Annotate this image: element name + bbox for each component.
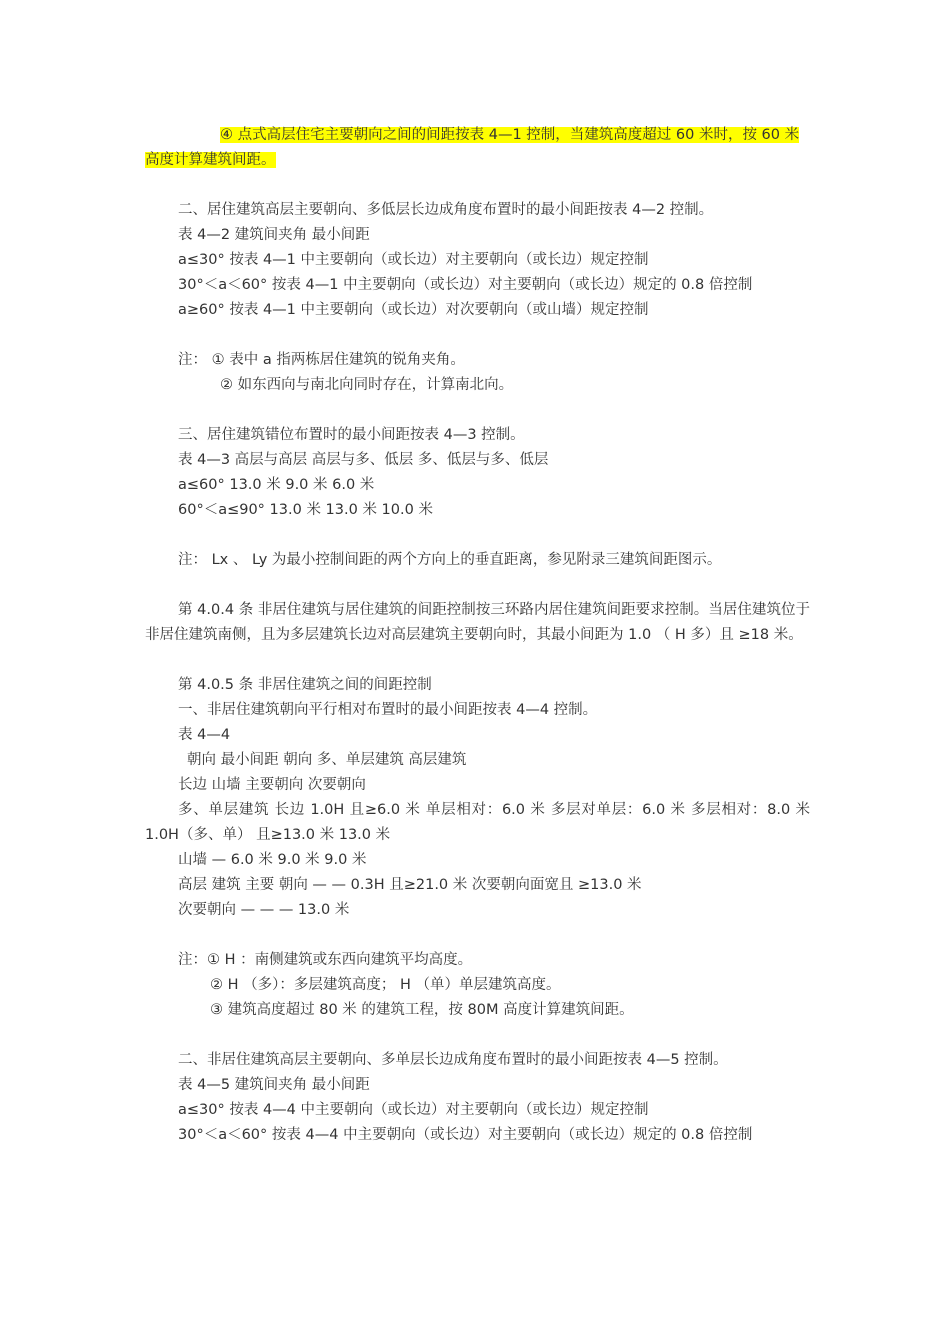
- spacer: [145, 648, 810, 673]
- table-row: 高层 建筑 主要 朝向 — — 0.3H 且≥21.0 米 次要朝向面宽且 ≥13.0 米: [178, 877, 642, 893]
- article-heading: 第 4.0.5 条 非居住建筑之间的间距控制: [178, 677, 432, 693]
- table-row: a≤60° 13.0 米 9.0 米 6.0 米: [178, 477, 375, 493]
- section-heading: 二、非居住建筑高层主要朝向、多单层长边成角度布置时的最小间距按表 4—5 控制。: [178, 1052, 728, 1068]
- table-row: 次要朝向 — — — 13.0 米: [178, 902, 350, 918]
- table-row: 60°＜a≤90° 13.0 米 13.0 米 10.0 米: [178, 502, 433, 518]
- table-row: 30°＜a＜60° 按表 4—4 中主要朝向（或长边）对主要朝向（或长边）规定的 0.8 倍控制: [178, 1127, 753, 1143]
- note-line: 注： Lx 、 Ly 为最小控制间距的两个方向上的垂直距离，参见附录三建筑间距图示。: [178, 552, 722, 568]
- highlighted-text: ④ 点式高层住宅主要朝向之间的间距按表 4—1 控制，当建筑高度超过 60 米时，按 60 米 高度计算建筑间距。: [145, 127, 800, 168]
- spacer: [145, 573, 810, 598]
- table-caption: 表 4—5 建筑间夹角 最小间距: [178, 1077, 370, 1093]
- spacer: [145, 398, 810, 423]
- spacer: [145, 523, 810, 548]
- note-line: ② H （多）：多层建筑高度； H （单）单层建筑高度。: [210, 977, 561, 993]
- table-header-row: 长边 山墙 主要朝向 次要朝向: [178, 777, 366, 793]
- table-row: a≤30° 按表 4—4 中主要朝向（或长边）对主要朝向（或长边）规定控制: [178, 1102, 649, 1118]
- table-row: 30°＜a＜60° 按表 4—1 中主要朝向（或长边）对主要朝向（或长边）规定的 0.8 倍控制: [178, 277, 753, 293]
- table-row: 山墙 — 6.0 米 9.0 米 9.0 米: [178, 852, 367, 868]
- note-line: 注：① H ：南侧建筑或东西向建筑平均高度。: [178, 952, 473, 968]
- note-line: 注： ① 表中 a 指两栋居住建筑的锐角夹角。: [178, 352, 465, 368]
- document-body: [145, 123, 810, 1148]
- table-caption: 表 4—4: [178, 727, 231, 743]
- table-caption: 表 4—3 高层与高层 高层与多、低层 多、低层与多、低层: [178, 452, 549, 468]
- section-heading: 一、非居住建筑朝向平行相对布置时的最小间距按表 4—4 控制。: [178, 702, 598, 718]
- table-row: 多、单层建筑 长边 1.0H 且≥6.0 米 单层相对：6.0 米 多层对单层：6.0 米 多层相对：8.0 米 1.0H（多、单） 且≥13.0 米 13.0 米: [145, 802, 810, 843]
- section-heading: 三、居住建筑错位布置时的最小间距按表 4—3 控制。: [178, 427, 525, 443]
- note-line: ② 如东西向与南北向同时存在，计算南北向。: [220, 377, 514, 393]
- table-row: a≥60° 按表 4—1 中主要朝向（或长边）对次要朝向（或山墙）规定控制: [178, 302, 649, 318]
- paragraph-highlighted: [145, 123, 810, 173]
- table-row: a≤30° 按表 4—1 中主要朝向（或长边）对主要朝向（或长边）规定控制: [178, 252, 649, 268]
- note-line: ③ 建筑高度超过 80 米 的建筑工程，按 80M 高度计算建筑间距。: [210, 1002, 634, 1018]
- spacer: [145, 323, 810, 348]
- spacer: [145, 173, 810, 198]
- spacer: [145, 923, 810, 948]
- spacer: [145, 1023, 810, 1048]
- table-caption: 表 4—2 建筑间夹角 最小间距: [178, 227, 370, 243]
- table-header-row: 朝向 最小间距 朝向 多、单层建筑 高层建筑: [187, 752, 467, 768]
- article-paragraph: 第 4.0.4 条 非居住建筑与居住建筑的间距控制按三环路内居住建筑间距要求控制。当居住建筑位于非居住建筑南侧，且为多层建筑长边对高层建筑主要朝向时，其最小间距为 1.0 （ H 多）且 ≥18 米。: [145, 602, 810, 643]
- section-heading: 二、居住建筑高层主要朝向、多低层长边成角度布置时的最小间距按表 4—2 控制。: [178, 202, 714, 218]
